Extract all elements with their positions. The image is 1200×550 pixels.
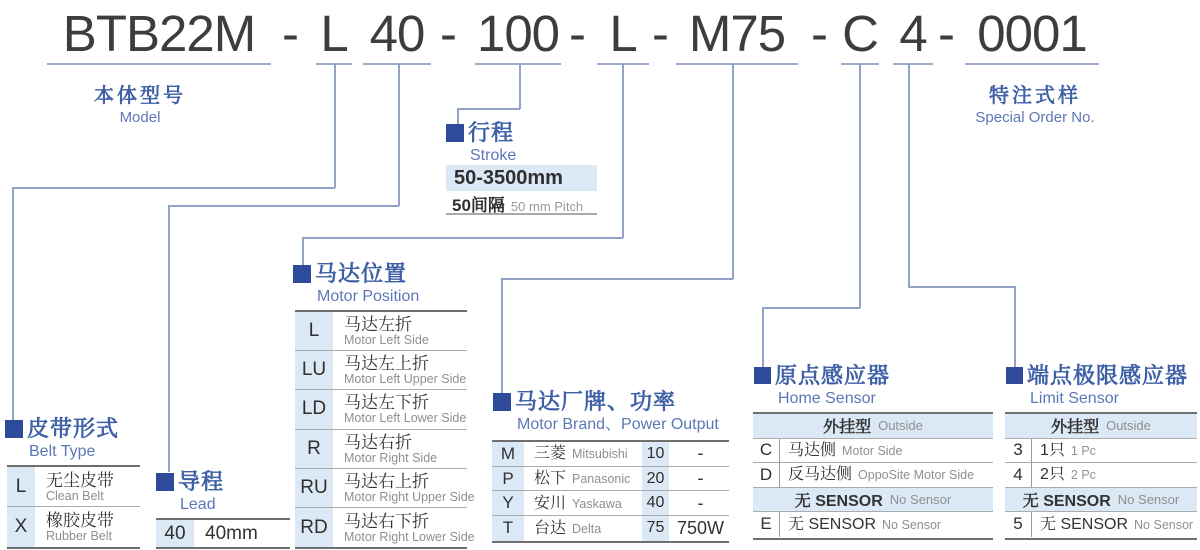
code-segment-belt: L (320, 5, 348, 62)
belt-code: L (7, 467, 35, 506)
code-segment-home-sensor: C (842, 5, 878, 62)
model-label (60, 85, 220, 126)
sensor-zh: 无 SENSOR (1040, 515, 1129, 533)
motor-position-en: Motor Left Upper Side (344, 372, 467, 387)
special-order-label-zh: 特注式样 (989, 85, 1081, 107)
section-marker-icon (446, 124, 464, 142)
sensor-desc (780, 465, 974, 484)
underline-stroke (475, 63, 561, 65)
lead-title-zh: 导程 (178, 469, 225, 494)
motor-position-code: RD (295, 508, 333, 547)
table-row (295, 430, 467, 469)
sensor-group-header (1005, 488, 1197, 513)
power-value: - (697, 468, 704, 489)
motor-position-zh: 马达右上折 (344, 471, 429, 491)
connector-motor-position (302, 237, 304, 266)
power-code: 40 (642, 491, 669, 515)
motor-position-code: RU (295, 469, 333, 507)
sensor-zh: 反马达侧 (788, 466, 853, 484)
connector-motor-brand (732, 64, 734, 279)
connector-stroke (519, 64, 521, 109)
table-row (1005, 439, 1197, 464)
group-header-en: Outside (878, 418, 923, 434)
motor-position-code: LU (295, 351, 333, 389)
group-header-zh: 无 SENSOR (1022, 492, 1111, 510)
limit-sensor-table (1005, 412, 1197, 540)
belt-desc-en: Rubber Belt (46, 529, 113, 543)
underline-limit-sensor (893, 63, 933, 65)
table-row (492, 491, 729, 516)
limit-sensor-section-header (1006, 365, 1188, 408)
sensor-code: 4 (1005, 463, 1032, 487)
limit-sensor-title-zh: 端点极限感应器 (1027, 363, 1189, 388)
power-value: - (697, 443, 704, 464)
sensor-code: 3 (1005, 439, 1032, 463)
brand-en: Panasonic (572, 472, 631, 487)
code-segment-stroke: 100 (476, 5, 560, 62)
belt-desc-en: Clean Belt (46, 488, 104, 503)
belt-desc (38, 467, 114, 506)
motor-position-desc (336, 430, 437, 468)
stroke-pitch-en: 50 mm Pitch (510, 199, 584, 214)
sensor-en: Motor Side (842, 443, 903, 458)
code-dash: - (569, 5, 585, 62)
motor-brand-name (527, 519, 639, 538)
code-segment-motor-position: L (609, 5, 637, 62)
section-marker-icon (493, 393, 511, 411)
group-header-zh: 外挂型 (823, 419, 872, 437)
sensor-zh: 2只 (1040, 466, 1065, 484)
lead-title-en: Lead (180, 496, 216, 513)
code-segment-lead: 40 (369, 5, 425, 62)
belt-desc (38, 507, 114, 547)
power-value: 750W (676, 517, 725, 538)
section-marker-icon (754, 367, 771, 384)
motor-position-zh: 马达右折 (344, 432, 412, 452)
table-row (753, 463, 993, 488)
motor-brand-title-en: Motor Brand、Power Output (517, 416, 719, 433)
belt-code: X (7, 507, 35, 547)
code-dash: - (282, 5, 298, 62)
home-sensor-title-en: Home Sensor (778, 390, 876, 407)
connector-lead (168, 205, 170, 472)
motor-position-desc (336, 312, 429, 350)
home-sensor-section-header (754, 365, 890, 408)
power-code: 75 (642, 516, 669, 541)
motor-brand-name (527, 469, 639, 488)
sensor-group-header (753, 488, 993, 513)
table-row (1005, 463, 1197, 488)
motor-position-title-zh: 马达位置 (315, 261, 408, 286)
connector-limit-sensor (1014, 286, 1016, 367)
sensor-code: C (753, 439, 780, 463)
brand-zh: 安川 (534, 494, 567, 512)
group-header-zh: 外挂型 (1051, 419, 1100, 437)
motor-brand-table (492, 440, 729, 543)
sensor-desc (780, 441, 902, 460)
sensor-zh: 无 SENSOR (788, 515, 877, 533)
sensor-en: OppoSite Motor Side (858, 468, 975, 483)
motor-position-desc (336, 390, 466, 428)
sensor-desc (1032, 465, 1096, 484)
model-label-en: Model (119, 109, 161, 126)
motor-position-en: Motor Right Lower Side (344, 529, 475, 544)
connector-home-sensor (859, 64, 861, 308)
table-row (295, 390, 467, 429)
code-segment-body: BTB22M (62, 5, 256, 62)
lead-value-cell (197, 520, 258, 547)
brand-en: Mitsubishi (572, 447, 628, 462)
motor-brand-code: P (492, 467, 524, 491)
special-order-label (955, 85, 1115, 126)
group-header-en: No Sensor (889, 491, 952, 507)
sensor-zh: 1只 (1040, 441, 1065, 459)
brand-en: Yaskawa (572, 496, 622, 511)
belt-type-title-en: Belt Type (29, 443, 96, 460)
motor-position-desc (336, 469, 475, 507)
connector-lead (168, 205, 399, 207)
section-marker-icon (5, 420, 23, 438)
brand-zh: 松下 (534, 470, 567, 488)
motor-position-code: L (295, 312, 333, 350)
sensor-group-header (1005, 414, 1197, 439)
table-row (295, 469, 475, 508)
sensor-desc (1032, 515, 1193, 534)
home-sensor-table (753, 412, 993, 540)
sensor-zh: 马达侧 (788, 441, 837, 459)
connector-motor-position (622, 64, 624, 238)
code-dash: - (652, 5, 668, 62)
motor-position-title-en: Motor Position (317, 288, 420, 305)
table-row (753, 512, 993, 537)
sensor-en: 2 Pc (1070, 468, 1096, 483)
connector-stroke (457, 108, 520, 110)
motor-brand-section-header (493, 391, 719, 434)
underline-special-order (965, 63, 1099, 65)
group-header-zh: 无 SENSOR (794, 492, 883, 510)
motor-brand-name (527, 494, 639, 513)
connector-motor-brand (501, 278, 733, 280)
stroke-range-cell (446, 165, 597, 191)
motor-position-en: Motor Right Side (344, 450, 438, 465)
lead-table (156, 518, 290, 549)
motor-brand-title-zh: 马达厂牌、功率 (515, 389, 677, 414)
group-header-en: No Sensor (1117, 491, 1180, 507)
sensor-code: E (753, 512, 780, 537)
motor-position-code: LD (295, 390, 333, 428)
connector-lead (398, 64, 400, 206)
sensor-code: D (753, 463, 780, 487)
belt-desc-zh: 无尘皮带 (46, 470, 114, 490)
table-row (492, 467, 729, 492)
connector-limit-sensor (908, 286, 1015, 288)
motor-position-table (295, 310, 475, 549)
belt-desc-zh: 橡胶皮带 (46, 511, 114, 530)
lead-value: 40mm (205, 523, 258, 544)
table-row (492, 442, 729, 467)
motor-position-zh: 马达左下折 (344, 393, 429, 413)
sensor-desc (1032, 441, 1096, 460)
power-value: - (697, 492, 704, 513)
sensor-en: No Sensor (882, 517, 942, 532)
code-segment-limit-sensor: 4 (899, 5, 927, 62)
section-marker-icon (1006, 367, 1023, 384)
code-dash: - (440, 5, 456, 62)
power-code: 10 (642, 442, 669, 466)
table-row (156, 520, 290, 547)
motor-brand-name (527, 444, 639, 463)
connector-limit-sensor (908, 64, 910, 287)
group-header-en: Outside (1106, 418, 1151, 434)
table-row (1005, 512, 1197, 537)
motor-brand-code: M (492, 442, 524, 466)
motor-position-en: Motor Right Upper Side (344, 489, 475, 504)
stroke-title-zh: 行程 (468, 120, 515, 145)
code-dash: - (811, 5, 827, 62)
connector-belt (334, 64, 336, 188)
sensor-desc (780, 515, 941, 534)
motor-position-en: Motor Left Side (344, 333, 429, 348)
brand-zh: 台达 (534, 519, 567, 537)
power-code: 20 (642, 467, 669, 491)
sensor-en: 1 Pc (1070, 443, 1096, 458)
motor-position-code: R (295, 430, 333, 468)
motor-position-zh: 马达左折 (344, 315, 412, 335)
table-row (7, 467, 140, 507)
sensor-group-header (753, 414, 993, 439)
stroke-pitch-cell (446, 191, 597, 215)
belt-type-table (7, 465, 140, 549)
section-marker-icon (293, 265, 311, 283)
belt-type-section-header (5, 418, 119, 461)
motor-position-section-header (293, 263, 419, 306)
table-row (753, 439, 993, 464)
stroke-pitch-zh: 50间隔 (452, 196, 505, 215)
connector-belt (12, 187, 335, 189)
lead-section-header (156, 471, 224, 514)
section-marker-icon (156, 473, 174, 491)
code-segment-special-order: 0001 (977, 5, 1087, 62)
motor-position-desc (336, 508, 475, 547)
motor-position-desc (336, 351, 466, 389)
connector-motor-brand (501, 278, 503, 394)
code-segment-motor-brand: M75 (688, 5, 786, 62)
connector-belt (12, 187, 14, 420)
motor-brand-code: Y (492, 491, 524, 515)
connector-home-sensor (762, 307, 860, 309)
stroke-title-en: Stroke (470, 147, 517, 164)
connector-motor-position (302, 237, 623, 239)
underline-lead (363, 63, 431, 65)
table-row (492, 516, 729, 541)
lead-code: 40 (156, 520, 194, 547)
code-dash: - (938, 5, 954, 62)
underline-motor-brand (676, 63, 798, 65)
motor-position-en: Motor Left Lower Side (344, 411, 467, 426)
motor-position-zh: 马达左上折 (344, 354, 429, 374)
limit-sensor-title-en: Limit Sensor (1030, 390, 1119, 407)
brand-en: Delta (572, 521, 602, 536)
table-row (295, 351, 467, 390)
stroke-section-header (446, 122, 516, 165)
brand-zh: 三菱 (534, 445, 567, 463)
table-row (7, 507, 140, 547)
connector-home-sensor (762, 307, 764, 367)
stroke-range-value: 50-3500mm (454, 166, 563, 189)
underline-body (47, 63, 271, 65)
special-order-label-en: Special Order No. (975, 109, 1095, 126)
motor-brand-code: T (492, 516, 524, 541)
table-row (295, 508, 475, 547)
sensor-en: No Sensor (1134, 517, 1194, 532)
model-label-zh: 本体型号 (94, 85, 186, 107)
table-row (295, 312, 467, 351)
belt-type-title-zh: 皮带形式 (27, 416, 120, 441)
home-sensor-title-zh: 原点感应器 (775, 363, 891, 388)
motor-position-zh: 马达右下折 (344, 511, 429, 531)
sensor-code: 5 (1005, 512, 1032, 537)
